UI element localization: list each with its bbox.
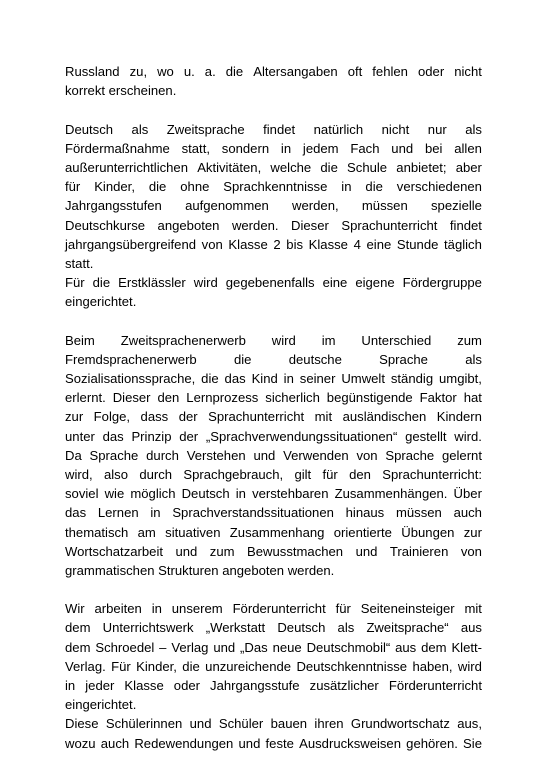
text-line: soviel wie möglich Deutsch in verstehbaren Zusammenhängen. Über xyxy=(65,486,482,502)
text-line: Fremdsprachenerwerb die deutsche Sprache als xyxy=(65,351,482,367)
text-line: erlernt. Dieser den Lernprozess sicherlich begünstigende Faktor hat xyxy=(65,390,482,406)
text-line: Russland zu, wo u. a. die Altersangaben oft fehlen oder nicht xyxy=(65,64,482,79)
paragraph xyxy=(65,62,482,100)
text-line: wozu auch Redewendungen und feste Ausdrucksweisen gehören. Sie xyxy=(65,735,482,751)
text-line: zur Folge, dass der Sprachunterricht mit ausländischen Kindern xyxy=(65,409,482,425)
text-line: das Lernen in Sprachverstandssituationen hinaus müssen auch xyxy=(65,505,482,521)
text-line: in jeder Klasse oder Jahrgangsstufe zusätzlicher Förderunterricht xyxy=(65,678,482,693)
text-line: Diese Schülerinnen und Schüler bauen ihren Grundwortschatz aus, xyxy=(65,716,482,732)
text-line: Deutschkurse angeboten werden. Dieser Sprachunterricht findet xyxy=(65,217,482,233)
paragraph xyxy=(65,120,482,312)
text-line: Beim Zweitsprachenerwerb wird im Unterschied zum xyxy=(65,332,482,348)
text-line: außerunterrichtlichen Aktivitäten, welche die Schule anbietet; aber xyxy=(65,159,482,175)
text-line: dem Schroedel – Verlag und „Das neue Deutschmobil“ aus dem Klett- xyxy=(65,639,482,655)
text-line: unter das Prinzip der „Sprachverwendungssituationen“ gestellt wird. xyxy=(65,428,482,444)
text-line: für Kinder, die ohne Sprachkenntnisse in die verschiedenen xyxy=(65,179,482,195)
text-line: jahrgangsübergreifend von Klasse 2 bis Klasse 4 eine Stunde täglich xyxy=(65,236,482,252)
text-line: Für die Erstklässler wird gegebenenfalls eine eigene Fördergruppe xyxy=(65,275,482,291)
document-page xyxy=(65,62,482,753)
text-line: Da Sprache durch Verstehen und Verwenden von Sprache gelernt xyxy=(65,447,482,463)
paragraph-gap xyxy=(65,580,482,599)
paragraph-gap xyxy=(65,311,482,330)
text-line: korrekt erscheinen. xyxy=(65,83,177,99)
text-line: dem Unterrichtswerk „Werkstatt Deutsch als Zweitsprache“ aus xyxy=(65,620,482,636)
text-line: Deutsch als Zweitsprache findet natürlich nicht nur als xyxy=(65,121,482,137)
paragraph-gap xyxy=(65,100,482,119)
text-line: Fördermaßnahme statt, sondern in jedem Fach und bei allen xyxy=(65,140,482,156)
paragraph xyxy=(65,599,482,753)
text-line: eingerichtet. xyxy=(65,697,137,713)
text-line: Verlag. Für Kinder, die unzureichende Deutschkenntnisse haben, wird xyxy=(65,658,482,674)
text-line: grammatischen Strukturen angeboten werden. xyxy=(65,562,335,578)
text-line: wird, also durch Sprachgebrauch, gilt für den Sprachunterricht: xyxy=(65,466,482,482)
text-line: Wortschatzarbeit und zum Bewusstmachen und Trainieren von xyxy=(65,543,482,559)
text-line: thematisch am situativen Zusammenhang orientierte Übungen zur xyxy=(65,524,482,540)
paragraph xyxy=(65,331,482,580)
text-line: eingerichtet. xyxy=(65,294,137,310)
text-line: Sozialisationssprache, die das Kind in seiner Umwelt ständig umgibt, xyxy=(65,371,482,386)
text-line: Wir arbeiten in unserem Förderunterricht für Seiteneinsteiger mit xyxy=(65,601,482,617)
text-line: statt. xyxy=(65,255,94,271)
text-line: Jahrgangsstufen aufgenommen werden, müssen spezielle xyxy=(65,198,482,214)
